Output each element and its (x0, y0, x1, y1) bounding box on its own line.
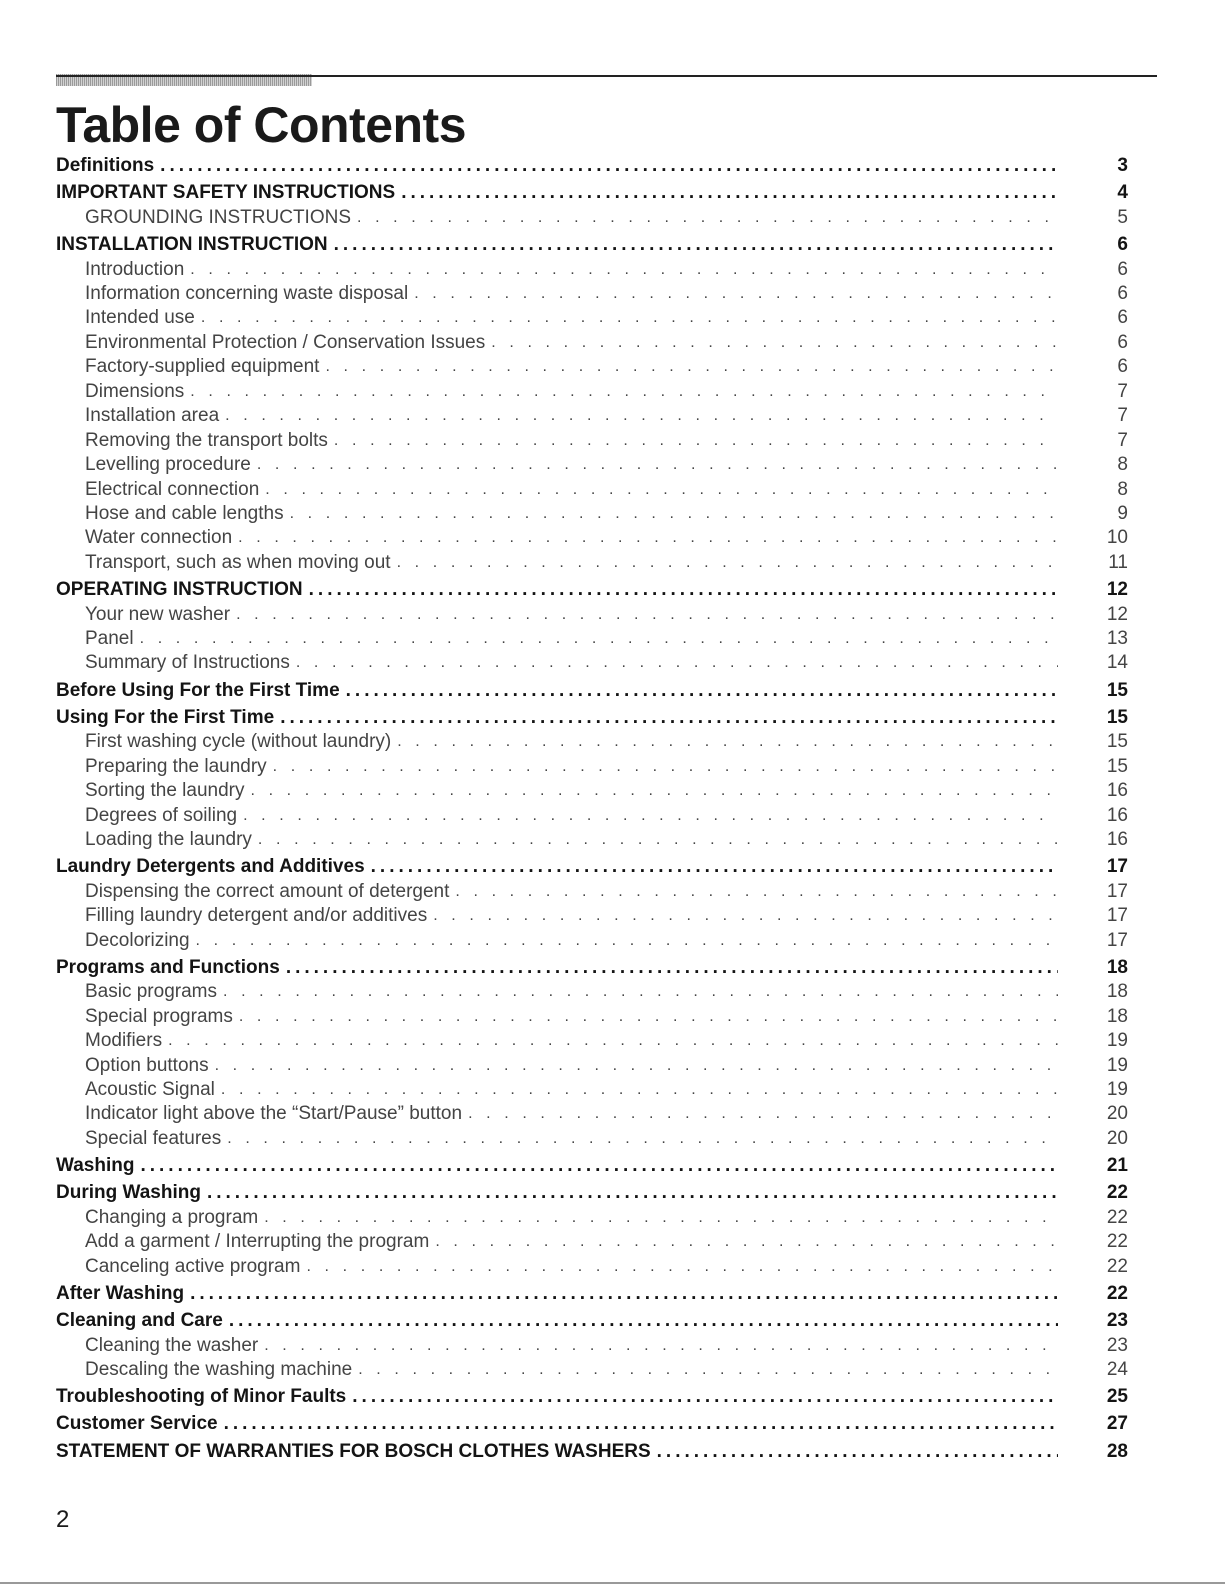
toc-entry-page: 27 (1106, 1413, 1128, 1435)
toc-dot-leader (140, 1154, 1058, 1178)
toc-entry-page: 23 (1106, 1334, 1128, 1356)
toc-entry-label: IMPORTANT SAFETY INSTRUCTIONS (56, 182, 396, 204)
toc-subsection-entry[interactable] (56, 428, 1128, 452)
toc-subsection-entry[interactable] (56, 1230, 1128, 1254)
toc-entry-label: Levelling procedure (85, 454, 251, 476)
toc-dot-leader (160, 154, 1058, 178)
toc-entry-page: 17 (1106, 856, 1128, 878)
toc-subsection-entry[interactable] (56, 1205, 1128, 1229)
toc-entry-label: After Washing (56, 1282, 185, 1304)
toc-entry-label: Preparing the laundry (85, 755, 267, 777)
toc-entry-label: Using For the First Time (56, 706, 275, 728)
toc-entry-page: 22 (1106, 1282, 1128, 1304)
toc-section-entry[interactable] (56, 1409, 1128, 1436)
toc-subsection-entry[interactable] (56, 1078, 1128, 1102)
toc-entry-label: Customer Service (56, 1413, 218, 1435)
toc-entry-page: 6 (1117, 331, 1128, 353)
toc-entry-label: Definitions (56, 155, 155, 177)
toc-entry-page: 20 (1106, 1127, 1128, 1149)
toc-dot-leader (306, 1255, 1058, 1279)
toc-dot-leader (290, 502, 1058, 526)
toc-section-entry[interactable] (56, 151, 1128, 178)
toc-entry-label: Laundry Detergents and Additives (56, 856, 365, 878)
toc-subsection-entry[interactable] (56, 602, 1128, 626)
toc-dot-leader (468, 1102, 1058, 1126)
toc-section-entry[interactable] (56, 703, 1128, 730)
toc-entry-label: Modifiers (85, 1030, 163, 1052)
toc-dot-leader (223, 980, 1058, 1004)
toc-dot-leader (296, 651, 1058, 675)
toc-entry-label: Panel (85, 627, 134, 649)
toc-entry-page: 22 (1106, 1255, 1128, 1277)
toc-dot-leader (455, 880, 1058, 904)
toc-dot-leader (435, 1230, 1058, 1254)
toc-section-entry[interactable] (56, 1178, 1128, 1205)
toc-entry-label: Dimensions (85, 380, 185, 402)
toc-dot-leader (265, 478, 1058, 502)
page-title: Table of Contents (56, 97, 467, 153)
toc-entry-page: 12 (1106, 579, 1128, 601)
toc-subsection-entry[interactable] (56, 306, 1128, 330)
toc-section-entry[interactable] (56, 1151, 1128, 1178)
toc-dot-leader (224, 1412, 1058, 1436)
toc-entry-page: 16 (1106, 780, 1128, 802)
toc-entry-page: 17 (1106, 905, 1128, 927)
toc-entry-label: Changing a program (85, 1206, 259, 1228)
toc-entry-page: 10 (1106, 527, 1128, 549)
toc-entry-label: Troubleshooting of Minor Faults (56, 1386, 347, 1408)
toc-entry-page: 15 (1106, 755, 1128, 777)
header-rule (56, 75, 1157, 77)
toc-subsection-entry[interactable] (56, 404, 1128, 428)
toc-section-entry[interactable] (56, 852, 1128, 879)
toc-dot-leader (286, 956, 1058, 980)
toc-dot-leader (334, 429, 1058, 453)
toc-entry-label: Special features (85, 1127, 222, 1149)
toc-dot-leader (236, 603, 1058, 627)
toc-entry-page: 7 (1117, 429, 1128, 451)
toc-entry-label: Your new washer (85, 603, 231, 625)
toc-entry-page: 6 (1117, 307, 1128, 329)
toc-dot-leader (239, 1005, 1058, 1029)
toc-dot-leader (221, 1078, 1058, 1102)
toc-dot-leader (334, 233, 1058, 257)
toc-dot-leader (397, 551, 1058, 575)
toc-entry-page: 8 (1117, 454, 1128, 476)
toc-subsection-entry[interactable] (56, 205, 1128, 229)
toc-entry-label: Water connection (85, 527, 233, 549)
toc-entry-page: 4 (1117, 182, 1128, 204)
toc-entry-label: Installation area (85, 405, 220, 427)
toc-entry-label: Basic programs (85, 981, 217, 1003)
bottom-rule (0, 1582, 1225, 1584)
toc-entry-page: 20 (1106, 1103, 1128, 1125)
toc-subsection-entry[interactable] (56, 502, 1128, 526)
toc-entry-label: Degrees of soiling (85, 804, 238, 826)
toc-entry-label: Canceling active program (85, 1255, 301, 1277)
toc-entry-label: Descaling the washing machine (85, 1359, 353, 1380)
toc-entry-label: Indicator light above the “Start/Pause” button (85, 1103, 463, 1125)
toc-subsection-entry[interactable] (56, 754, 1128, 778)
toc-section-entry[interactable] (56, 1306, 1128, 1333)
toc-entry-page: 6 (1117, 234, 1128, 256)
toc-entry-label: OPERATING INSTRUCTION (56, 579, 303, 601)
toc-section-entry[interactable] (56, 1279, 1128, 1306)
toc-dot-leader (258, 828, 1058, 852)
toc-entry-label: Sorting the laundry (85, 780, 245, 802)
toc-entry-page: 15 (1106, 706, 1128, 728)
toc-dot-leader (491, 331, 1058, 355)
toc-subsection-entry[interactable] (56, 928, 1128, 952)
toc-entry-page: 23 (1106, 1310, 1128, 1332)
toc-entry-page: 21 (1106, 1155, 1128, 1177)
toc-entry-page: 11 (1108, 551, 1128, 573)
toc-subsection-entry[interactable] (56, 453, 1128, 477)
toc-dot-leader (346, 679, 1058, 703)
toc-entry-label: During Washing (56, 1182, 201, 1204)
toc-dot-leader (168, 1029, 1058, 1053)
toc-entry-label: GROUNDING INSTRUCTIONS (85, 206, 351, 228)
toc-entry-label: Add a garment / Interrupting the program (85, 1231, 430, 1253)
toc-entry-label: Special programs (85, 1005, 233, 1027)
toc-entry-page: 22 (1106, 1206, 1128, 1228)
toc-section-entry[interactable] (56, 953, 1128, 980)
toc-subsection-entry[interactable] (56, 1053, 1128, 1077)
toc-subsection-entry[interactable] (56, 651, 1128, 675)
toc-dot-leader (264, 1334, 1058, 1358)
toc-dot-leader (190, 1282, 1058, 1306)
toc-entry-page: 3 (1117, 155, 1128, 177)
toc-subsection-entry[interactable] (56, 550, 1128, 574)
toc-entry-page: 6 (1117, 258, 1128, 280)
toc-subsection-entry[interactable] (56, 1126, 1128, 1150)
toc-entry-label: STATEMENT OF WARRANTIES FOR BOSCH CLOTHES WASHERS (56, 1440, 651, 1462)
toc-dot-leader (201, 306, 1058, 330)
toc-entry-label: Cleaning and Care (56, 1310, 223, 1332)
toc-dot-leader (229, 1309, 1058, 1333)
toc-entry-page: 18 (1106, 1005, 1128, 1027)
toc-entry-page: 16 (1106, 804, 1128, 826)
toc-subsection-entry[interactable] (56, 803, 1128, 827)
toc-dot-leader (414, 282, 1058, 306)
toc-entry-label: Intended use (85, 307, 195, 329)
toc-entry-label: Dispensing the correct amount of detergent (85, 880, 450, 902)
toc-entry-label: Summary of Instructions (85, 652, 290, 674)
toc-subsection-entry[interactable] (56, 879, 1128, 903)
toc-subsection-entry[interactable] (56, 1358, 1128, 1382)
toc-entry-page: 9 (1117, 502, 1128, 524)
toc-subsection-entry[interactable] (56, 1254, 1128, 1278)
toc-dot-leader (243, 804, 1058, 828)
toc-subsection-entry[interactable] (56, 526, 1128, 550)
toc-section-entry[interactable] (56, 178, 1128, 205)
toc-subsection-entry[interactable] (56, 779, 1128, 803)
toc-entry-label: Loading the laundry (85, 829, 252, 851)
toc-dot-leader (215, 1054, 1058, 1078)
toc-subsection-entry[interactable] (56, 904, 1128, 928)
toc-dot-leader (225, 404, 1058, 428)
toc-dot-leader (227, 1127, 1058, 1151)
toc-entry-page: 19 (1106, 1054, 1128, 1076)
toc-entry-label: Option buttons (85, 1054, 209, 1076)
toc-dot-leader (190, 258, 1058, 282)
toc-subsection-entry[interactable] (56, 730, 1128, 754)
page-number: 2 (56, 1506, 70, 1533)
toc-entry-label: Environmental Protection / Conservation Issues (85, 331, 486, 353)
toc-entry-page: 22 (1106, 1182, 1128, 1204)
toc-entry-page: 22 (1106, 1231, 1128, 1253)
toc-section-entry[interactable] (56, 575, 1128, 602)
toc-dot-leader (358, 1358, 1058, 1382)
toc-entry-label: Factory-supplied equipment (85, 356, 320, 378)
toc-dot-leader (280, 706, 1058, 730)
toc-entry-page: 18 (1106, 981, 1128, 1003)
toc-entry-page: 7 (1117, 380, 1128, 402)
toc-dot-leader (397, 730, 1058, 754)
toc-entry-label: Before Using For the First Time (56, 679, 340, 701)
toc-subsection-entry[interactable] (56, 257, 1128, 281)
toc-dot-leader (401, 181, 1058, 205)
toc-subsection-entry[interactable] (56, 980, 1128, 1004)
toc-entry-label: Electrical connection (85, 478, 260, 500)
toc-subsection-entry[interactable] (56, 355, 1128, 379)
toc-dot-leader (273, 755, 1058, 779)
toc-dot-leader (352, 1385, 1058, 1409)
toc-dot-leader (433, 904, 1058, 928)
toc-subsection-entry[interactable] (56, 627, 1128, 651)
toc-dot-leader (257, 453, 1058, 477)
toc-entry-label: Hose and cable lengths (85, 502, 284, 524)
toc-entry-page: 7 (1117, 405, 1128, 427)
toc-subsection-entry[interactable] (56, 379, 1128, 403)
toc-entry-label: Introduction (85, 258, 185, 280)
toc-subsection-entry[interactable] (56, 1102, 1128, 1126)
toc-section-entry[interactable] (56, 675, 1128, 702)
table-of-contents (56, 151, 1128, 1464)
toc-entry-page: 28 (1106, 1440, 1128, 1462)
toc-dot-leader (140, 627, 1058, 651)
toc-entry-page: 13 (1106, 627, 1128, 649)
toc-entry-page: 18 (1106, 956, 1128, 978)
toc-subsection-entry[interactable] (56, 1004, 1128, 1028)
toc-entry-label: Acoustic Signal (85, 1079, 215, 1100)
toc-entry-page: 17 (1106, 929, 1128, 951)
toc-entry-page: 6 (1117, 356, 1128, 378)
toc-section-entry[interactable] (56, 1382, 1128, 1409)
toc-dot-leader (357, 206, 1058, 230)
toc-entry-page: 8 (1117, 478, 1128, 500)
toc-entry-page: 14 (1106, 652, 1128, 674)
toc-entry-label: Filling laundry detergent and/or additives (85, 905, 428, 927)
toc-subsection-entry[interactable] (56, 477, 1128, 501)
toc-dot-leader (325, 355, 1058, 379)
toc-dot-leader (238, 526, 1058, 550)
toc-entry-label: First washing cycle (without laundry) (85, 731, 392, 753)
toc-dot-leader (251, 779, 1059, 803)
toc-entry-page: 17 (1106, 880, 1128, 902)
toc-section-entry[interactable] (56, 1436, 1128, 1463)
toc-entry-page: 24 (1106, 1359, 1128, 1380)
toc-entry-label: Decolorizing (85, 929, 190, 951)
toc-subsection-entry[interactable] (56, 828, 1128, 852)
toc-entry-page: 19 (1106, 1030, 1128, 1052)
toc-entry-page: 16 (1106, 829, 1128, 851)
toc-entry-page: 15 (1106, 731, 1128, 753)
toc-entry-label: Transport, such as when moving out (85, 551, 391, 573)
toc-subsection-entry[interactable] (56, 282, 1128, 306)
toc-dot-leader (264, 1206, 1058, 1230)
toc-entry-page: 15 (1106, 679, 1128, 701)
toc-dot-leader (657, 1440, 1058, 1464)
toc-entry-page: 6 (1117, 283, 1128, 305)
toc-dot-leader (309, 578, 1058, 602)
toc-entry-label: Removing the transport bolts (85, 429, 328, 451)
toc-dot-leader (371, 855, 1058, 879)
toc-entry-label: Information concerning waste disposal (85, 283, 409, 305)
toc-entry-page: 19 (1106, 1079, 1128, 1100)
toc-entry-page: 12 (1106, 603, 1128, 625)
toc-entry-page: 25 (1106, 1386, 1128, 1408)
toc-dot-leader (196, 929, 1058, 953)
toc-subsection-entry[interactable] (56, 330, 1128, 354)
toc-subsection-entry[interactable] (56, 1333, 1128, 1357)
toc-section-entry[interactable] (56, 230, 1128, 257)
toc-entry-label: Cleaning the washer (85, 1334, 259, 1356)
toc-entry-label: Washing (56, 1155, 135, 1177)
toc-entry-page: 5 (1117, 206, 1128, 228)
toc-entry-label: Programs and Functions (56, 956, 280, 978)
toc-dot-leader (190, 380, 1058, 404)
toc-entry-label: INSTALLATION INSTRUCTION (56, 234, 328, 256)
toc-dot-leader (207, 1181, 1058, 1205)
toc-subsection-entry[interactable] (56, 1029, 1128, 1053)
